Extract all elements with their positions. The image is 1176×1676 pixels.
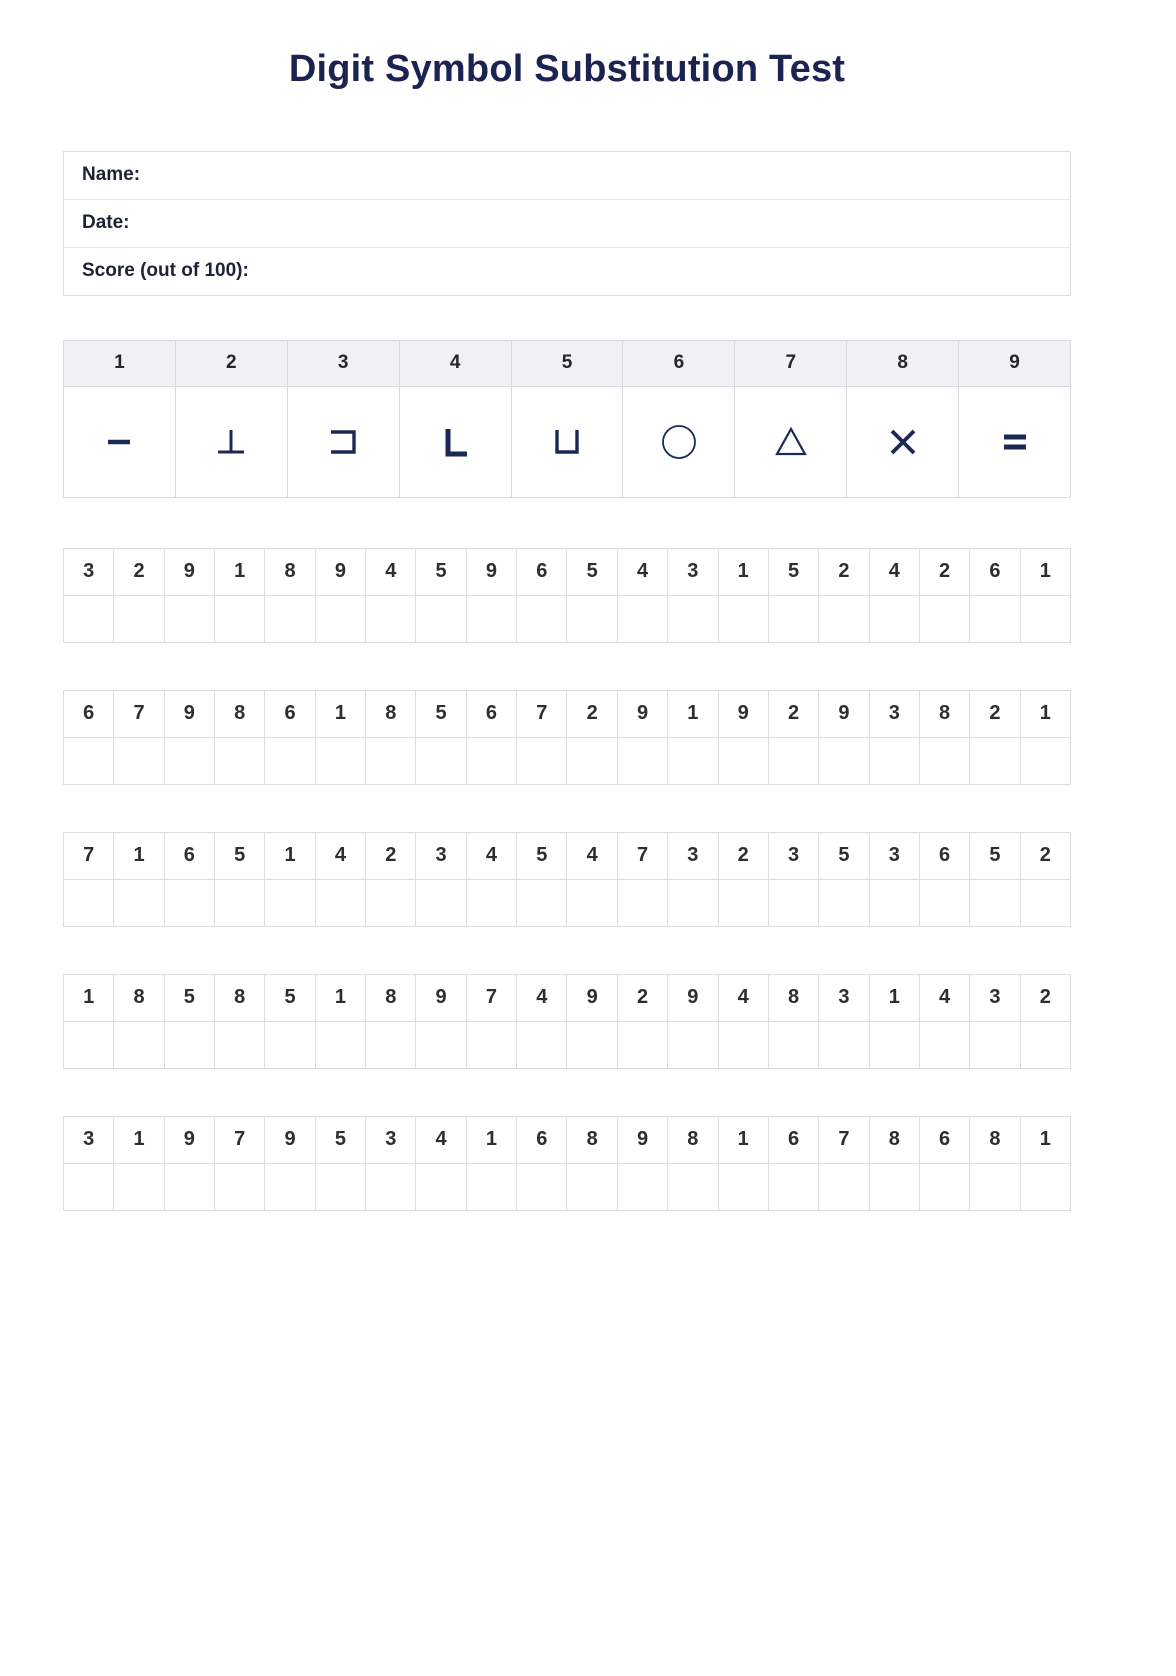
digit-cell: 4 bbox=[920, 975, 970, 1022]
digit-cell: 1 bbox=[1021, 691, 1071, 738]
digit-cell: 1 bbox=[668, 691, 718, 738]
digit-cell: 2 bbox=[970, 691, 1020, 738]
answer-cell bbox=[366, 1022, 416, 1069]
digit-cell: 6 bbox=[467, 691, 517, 738]
digit-cell: 4 bbox=[467, 833, 517, 880]
digit-row bbox=[64, 833, 1071, 880]
digit-cell: 8 bbox=[567, 1117, 617, 1164]
key-header-row bbox=[64, 341, 1071, 387]
digit-cell: 9 bbox=[819, 691, 869, 738]
digit-cell: 2 bbox=[1021, 975, 1071, 1022]
digit-cell: 7 bbox=[64, 833, 114, 880]
answer-cell bbox=[316, 880, 366, 927]
digit-cell: 9 bbox=[618, 691, 668, 738]
digit-cell: 2 bbox=[618, 975, 668, 1022]
digit-cell: 8 bbox=[769, 975, 819, 1022]
answer-cell bbox=[1021, 738, 1071, 785]
answer-cell bbox=[618, 1022, 668, 1069]
info-label-name: Name: bbox=[82, 164, 141, 185]
digit-cell: 4 bbox=[517, 975, 567, 1022]
equals-icon bbox=[993, 420, 1037, 464]
answer-cell bbox=[769, 1022, 819, 1069]
answer-cell bbox=[64, 738, 114, 785]
digit-cell: 2 bbox=[920, 549, 970, 596]
answer-cell bbox=[215, 1164, 265, 1211]
worksheet-page bbox=[63, 46, 1071, 1211]
answer-cell bbox=[668, 596, 718, 643]
answer-cell bbox=[719, 1164, 769, 1211]
answer-cell bbox=[215, 596, 265, 643]
digit-cell: 1 bbox=[316, 975, 366, 1022]
answer-cell bbox=[64, 596, 114, 643]
digit-cell: 8 bbox=[114, 975, 164, 1022]
test-block-3 bbox=[63, 832, 1071, 927]
answer-cell bbox=[416, 738, 466, 785]
answer-cell bbox=[769, 738, 819, 785]
answer-cell bbox=[567, 880, 617, 927]
digit-cell: 9 bbox=[668, 975, 718, 1022]
test-block-5 bbox=[63, 1116, 1071, 1211]
answer-cell bbox=[668, 1022, 718, 1069]
answer-cell bbox=[316, 1022, 366, 1069]
digit-cell: 9 bbox=[567, 975, 617, 1022]
digit-cell: 6 bbox=[64, 691, 114, 738]
info-row-score bbox=[64, 247, 1070, 295]
answer-cell bbox=[467, 880, 517, 927]
digit-cell: 9 bbox=[416, 975, 466, 1022]
digit-cell: 3 bbox=[769, 833, 819, 880]
answer-cell bbox=[920, 1022, 970, 1069]
answer-cell bbox=[215, 738, 265, 785]
answer-row bbox=[64, 596, 1071, 643]
digit-cell: 4 bbox=[416, 1117, 466, 1164]
answer-cell bbox=[920, 738, 970, 785]
digit-cell: 6 bbox=[920, 1117, 970, 1164]
open-left-square-icon bbox=[321, 420, 365, 464]
key-digit-header: 6 bbox=[623, 341, 735, 387]
digit-cell: 1 bbox=[1021, 1117, 1071, 1164]
answer-cell bbox=[719, 1022, 769, 1069]
answer-cell bbox=[114, 596, 164, 643]
digit-cell: 9 bbox=[165, 1117, 215, 1164]
digit-cell: 3 bbox=[64, 1117, 114, 1164]
answer-cell bbox=[64, 1164, 114, 1211]
key-digit-header: 4 bbox=[400, 341, 512, 387]
answer-cell bbox=[517, 880, 567, 927]
info-label-score: Score (out of 100): bbox=[82, 260, 249, 281]
answer-cell bbox=[567, 1022, 617, 1069]
digit-symbol-key-table bbox=[63, 340, 1071, 498]
answer-cell bbox=[1021, 880, 1071, 927]
key-digit-header: 1 bbox=[64, 341, 176, 387]
digit-cell: 4 bbox=[870, 549, 920, 596]
digit-cell: 1 bbox=[215, 549, 265, 596]
answer-cell bbox=[64, 880, 114, 927]
key-digit-header: 3 bbox=[288, 341, 400, 387]
digit-cell: 1 bbox=[467, 1117, 517, 1164]
digit-cell: 9 bbox=[618, 1117, 668, 1164]
key-symbol-cell bbox=[512, 387, 624, 498]
answer-cell bbox=[366, 880, 416, 927]
digit-row bbox=[64, 975, 1071, 1022]
key-symbol-cell bbox=[64, 387, 176, 498]
digit-cell: 7 bbox=[215, 1117, 265, 1164]
digit-cell: 3 bbox=[819, 975, 869, 1022]
answer-cell bbox=[668, 738, 718, 785]
digit-cell: 7 bbox=[819, 1117, 869, 1164]
horizontal-bar-icon bbox=[97, 420, 141, 464]
key-digit-header: 2 bbox=[176, 341, 288, 387]
answer-cell bbox=[920, 1164, 970, 1211]
digit-cell: 1 bbox=[265, 833, 315, 880]
digit-cell: 4 bbox=[719, 975, 769, 1022]
digit-cell: 8 bbox=[265, 549, 315, 596]
answer-cell bbox=[416, 1164, 466, 1211]
answer-cell bbox=[114, 738, 164, 785]
answer-cell bbox=[114, 880, 164, 927]
digit-cell: 8 bbox=[970, 1117, 1020, 1164]
digit-row bbox=[64, 691, 1071, 738]
digit-cell: 1 bbox=[316, 691, 366, 738]
digit-cell: 3 bbox=[870, 691, 920, 738]
key-symbol-cell bbox=[623, 387, 735, 498]
test-block-2 bbox=[63, 690, 1071, 785]
digit-cell: 6 bbox=[970, 549, 1020, 596]
digit-cell: 6 bbox=[517, 1117, 567, 1164]
answer-cell bbox=[819, 880, 869, 927]
digit-cell: 8 bbox=[215, 691, 265, 738]
answer-cell bbox=[265, 1164, 315, 1211]
digit-cell: 2 bbox=[769, 691, 819, 738]
digit-cell: 2 bbox=[567, 691, 617, 738]
digit-cell: 3 bbox=[870, 833, 920, 880]
answer-cell bbox=[467, 1022, 517, 1069]
answer-cell bbox=[265, 738, 315, 785]
l-shape-icon bbox=[433, 420, 477, 464]
info-table bbox=[63, 151, 1071, 296]
digit-cell: 4 bbox=[316, 833, 366, 880]
answer-cell bbox=[467, 596, 517, 643]
digit-cell: 9 bbox=[316, 549, 366, 596]
answer-cell bbox=[265, 596, 315, 643]
answer-cell bbox=[316, 1164, 366, 1211]
answer-cell bbox=[114, 1022, 164, 1069]
key-symbol-cell bbox=[288, 387, 400, 498]
digit-cell: 9 bbox=[265, 1117, 315, 1164]
digit-cell: 7 bbox=[517, 691, 567, 738]
answer-row bbox=[64, 738, 1071, 785]
digit-cell: 5 bbox=[769, 549, 819, 596]
answer-cell bbox=[819, 1164, 869, 1211]
digit-cell: 5 bbox=[416, 549, 466, 596]
test-block-4 bbox=[63, 974, 1071, 1069]
digit-cell: 5 bbox=[970, 833, 1020, 880]
answer-cell bbox=[517, 1022, 567, 1069]
digit-cell: 7 bbox=[467, 975, 517, 1022]
answer-cell bbox=[618, 596, 668, 643]
answer-cell bbox=[467, 1164, 517, 1211]
answer-cell bbox=[265, 1022, 315, 1069]
digit-cell: 2 bbox=[1021, 833, 1071, 880]
page-title: Digit Symbol Substitution Test bbox=[288, 48, 846, 90]
digit-cell: 5 bbox=[316, 1117, 366, 1164]
answer-cell bbox=[970, 596, 1020, 643]
answer-cell bbox=[870, 880, 920, 927]
digit-cell: 3 bbox=[64, 549, 114, 596]
answer-cell bbox=[567, 1164, 617, 1211]
answer-cell bbox=[265, 880, 315, 927]
answer-cell bbox=[618, 880, 668, 927]
answer-cell bbox=[64, 1022, 114, 1069]
digit-cell: 6 bbox=[517, 549, 567, 596]
digit-cell: 9 bbox=[165, 691, 215, 738]
answer-cell bbox=[970, 880, 1020, 927]
answer-row bbox=[64, 1164, 1071, 1211]
answer-cell bbox=[618, 738, 668, 785]
answer-cell bbox=[416, 880, 466, 927]
digit-cell: 6 bbox=[920, 833, 970, 880]
answer-cell bbox=[618, 1164, 668, 1211]
answer-cell bbox=[870, 1022, 920, 1069]
digit-cell: 4 bbox=[366, 549, 416, 596]
answer-cell bbox=[920, 880, 970, 927]
digit-cell: 5 bbox=[819, 833, 869, 880]
digit-cell: 3 bbox=[416, 833, 466, 880]
digit-cell: 5 bbox=[416, 691, 466, 738]
answer-cell bbox=[567, 596, 617, 643]
square-cup-icon bbox=[545, 420, 589, 464]
digit-cell: 1 bbox=[719, 549, 769, 596]
cross-icon bbox=[881, 420, 925, 464]
digit-cell: 8 bbox=[215, 975, 265, 1022]
digit-cell: 3 bbox=[668, 549, 718, 596]
digit-cell: 5 bbox=[517, 833, 567, 880]
digit-cell: 2 bbox=[719, 833, 769, 880]
answer-cell bbox=[165, 1164, 215, 1211]
answer-cell bbox=[870, 738, 920, 785]
key-symbol-cell bbox=[400, 387, 512, 498]
digit-cell: 8 bbox=[366, 975, 416, 1022]
key-symbol-cell bbox=[959, 387, 1071, 498]
answer-cell bbox=[567, 738, 617, 785]
answer-row bbox=[64, 1022, 1071, 1069]
answer-cell bbox=[1021, 1164, 1071, 1211]
digit-cell: 1 bbox=[719, 1117, 769, 1164]
answer-cell bbox=[165, 596, 215, 643]
answer-cell bbox=[165, 1022, 215, 1069]
key-symbol-row bbox=[64, 387, 1071, 498]
answer-cell bbox=[870, 596, 920, 643]
answer-cell bbox=[215, 1022, 265, 1069]
digit-cell: 8 bbox=[668, 1117, 718, 1164]
digit-cell: 8 bbox=[366, 691, 416, 738]
answer-cell bbox=[1021, 596, 1071, 643]
answer-cell bbox=[970, 1022, 1020, 1069]
digit-cell: 5 bbox=[265, 975, 315, 1022]
answer-cell bbox=[416, 596, 466, 643]
answer-cell bbox=[1021, 1022, 1071, 1069]
answer-cell bbox=[517, 1164, 567, 1211]
answer-cell bbox=[467, 738, 517, 785]
answer-cell bbox=[316, 738, 366, 785]
answer-cell bbox=[769, 880, 819, 927]
answer-cell bbox=[416, 1022, 466, 1069]
digit-cell: 1 bbox=[64, 975, 114, 1022]
answer-cell bbox=[316, 596, 366, 643]
answer-cell bbox=[215, 880, 265, 927]
digit-cell: 5 bbox=[215, 833, 265, 880]
digit-cell: 8 bbox=[920, 691, 970, 738]
answer-cell bbox=[366, 738, 416, 785]
digit-row bbox=[64, 549, 1071, 596]
answer-cell bbox=[719, 880, 769, 927]
answer-cell bbox=[719, 738, 769, 785]
info-row-name bbox=[64, 152, 1070, 199]
digit-cell: 3 bbox=[668, 833, 718, 880]
answer-cell bbox=[970, 1164, 1020, 1211]
triangle-icon bbox=[769, 420, 813, 464]
digit-cell: 3 bbox=[366, 1117, 416, 1164]
digit-cell: 7 bbox=[618, 833, 668, 880]
info-label-date: Date: bbox=[82, 212, 130, 233]
digit-cell: 1 bbox=[1021, 549, 1071, 596]
digit-cell: 4 bbox=[618, 549, 668, 596]
answer-cell bbox=[920, 596, 970, 643]
digit-cell: 9 bbox=[467, 549, 517, 596]
perpendicular-icon bbox=[209, 420, 253, 464]
key-digit-header: 5 bbox=[512, 341, 624, 387]
digit-cell: 3 bbox=[970, 975, 1020, 1022]
key-digit-header: 9 bbox=[959, 341, 1071, 387]
answer-cell bbox=[366, 1164, 416, 1211]
test-section bbox=[63, 548, 1071, 1211]
key-symbol-cell bbox=[735, 387, 847, 498]
test-block-1 bbox=[63, 548, 1071, 643]
answer-cell bbox=[165, 738, 215, 785]
key-digit-header: 7 bbox=[735, 341, 847, 387]
digit-cell: 7 bbox=[114, 691, 164, 738]
digit-cell: 2 bbox=[366, 833, 416, 880]
key-symbol-cell bbox=[176, 387, 288, 498]
digit-cell: 9 bbox=[719, 691, 769, 738]
answer-cell bbox=[970, 738, 1020, 785]
answer-row bbox=[64, 880, 1071, 927]
digit-cell: 6 bbox=[165, 833, 215, 880]
answer-cell bbox=[769, 1164, 819, 1211]
digit-cell: 2 bbox=[114, 549, 164, 596]
digit-cell: 5 bbox=[165, 975, 215, 1022]
digit-cell: 1 bbox=[114, 1117, 164, 1164]
digit-cell: 6 bbox=[769, 1117, 819, 1164]
answer-cell bbox=[769, 596, 819, 643]
answer-cell bbox=[114, 1164, 164, 1211]
answer-cell bbox=[819, 596, 869, 643]
digit-cell: 9 bbox=[165, 549, 215, 596]
digit-cell: 1 bbox=[870, 975, 920, 1022]
digit-cell: 6 bbox=[265, 691, 315, 738]
circle-icon bbox=[657, 420, 701, 464]
answer-cell bbox=[819, 738, 869, 785]
digit-row bbox=[64, 1117, 1071, 1164]
answer-cell bbox=[668, 880, 718, 927]
answer-cell bbox=[870, 1164, 920, 1211]
digit-cell: 4 bbox=[567, 833, 617, 880]
info-row-date bbox=[64, 199, 1070, 247]
digit-cell: 1 bbox=[114, 833, 164, 880]
digit-cell: 2 bbox=[819, 549, 869, 596]
answer-cell bbox=[366, 596, 416, 643]
answer-cell bbox=[165, 880, 215, 927]
answer-cell bbox=[517, 738, 567, 785]
key-digit-header: 8 bbox=[847, 341, 959, 387]
answer-cell bbox=[517, 596, 567, 643]
digit-cell: 5 bbox=[567, 549, 617, 596]
answer-cell bbox=[719, 596, 769, 643]
answer-cell bbox=[668, 1164, 718, 1211]
digit-cell: 8 bbox=[870, 1117, 920, 1164]
key-symbol-cell bbox=[847, 387, 959, 498]
answer-cell bbox=[819, 1022, 869, 1069]
